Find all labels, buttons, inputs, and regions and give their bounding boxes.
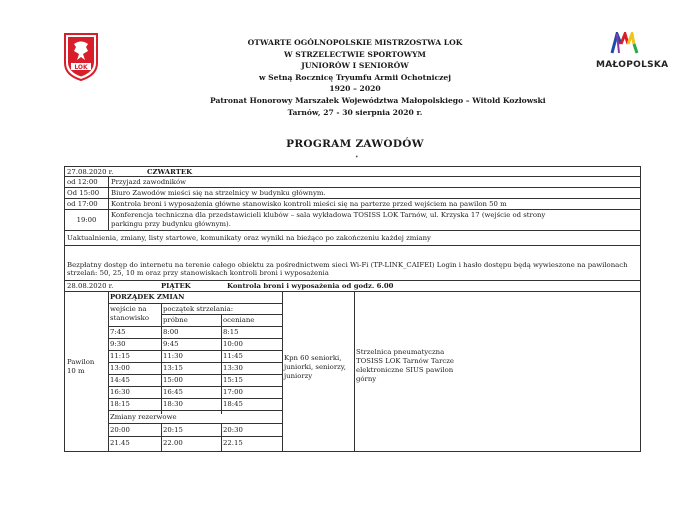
day2-header-row — [64, 281, 641, 292]
day1-item-row — [64, 210, 641, 231]
day2-weekday: PIĄTEK — [161, 282, 191, 290]
item-text: Kontrola broni i wyposażenia główne stanowisko kontroli mieści się na parterze przed wejściem na pawilon 50 m — [108, 199, 509, 209]
item-time: Od 15:00 — [67, 189, 100, 197]
col-trial: próbne — [163, 316, 188, 324]
col-scored: oceniane — [223, 316, 255, 324]
wifi-row — [64, 246, 641, 281]
lok-logo-text: LOK — [74, 63, 88, 71]
shift-scored: 18:45 — [223, 400, 243, 408]
day1-item-row — [64, 199, 641, 210]
day1-date: 27.08.2020 r. — [67, 167, 114, 176]
document-header — [210, 37, 546, 118]
lok-crest-icon — [64, 33, 98, 81]
item-time: od 17:00 — [67, 200, 98, 208]
item-text: Konferencja techniczna dla przedstawicieli klubów – sala wykładowa TOSISS LOK Tarnów, ul. Krzyska 17 (wejście od strony parkingu przy budynku głównym). — [108, 210, 570, 230]
malopolska-logo — [596, 32, 669, 72]
day1-header-row — [64, 166, 641, 177]
reserve-trial: 22.00 — [163, 439, 183, 447]
malopolska-logo-text: MAŁOPOLSKA — [596, 60, 669, 70]
item-time: od 12:00 — [67, 178, 98, 186]
day1-item-row — [64, 177, 641, 188]
venue-location: Strzelnica pneumatyczna TOSISS LOK Tarnów Tarcze elektroniczne SIUS pawilon górny — [356, 348, 454, 383]
item-text: Przyjazd zawodników — [108, 177, 188, 187]
program-table — [64, 166, 641, 452]
shift-entry: 18:15 — [110, 400, 130, 408]
shift-trial: 11:30 — [163, 352, 183, 360]
competition: Kpn 60 seniorki, juniorki, seniorzy, juniorzy — [284, 354, 346, 380]
header-line: w Setną Rocznicę Tryumfu Armii Ochotniczej — [259, 72, 451, 82]
col-entry: wejście na stanowisko — [110, 305, 149, 322]
day1-item-row — [64, 188, 641, 199]
shift-trial: 8:00 — [163, 328, 179, 336]
day2-date: 28.08.2020 r. — [67, 282, 114, 290]
header-line: Tarnów, 27 - 30 sierpnia 2020 r. — [287, 107, 423, 117]
bullet-mark: • — [355, 154, 359, 161]
reserve-trial: 20:15 — [163, 426, 183, 434]
shift-entry: 14:45 — [110, 376, 130, 384]
col-start: początek strzelania: — [163, 305, 234, 313]
schedule-block — [64, 292, 641, 452]
shift-scored: 17:00 — [223, 388, 243, 396]
day2-control: Kontrola broni i wyposażenia od godz. 6.00 — [227, 282, 394, 290]
shift-trial: 9:45 — [163, 340, 179, 348]
header-line: 1920 – 2020 — [329, 84, 381, 94]
day1-weekday: CZWARTEK — [147, 167, 193, 176]
reserve-entry: 21.45 — [110, 439, 130, 447]
malopolska-m-icon — [610, 32, 640, 54]
venue: Pawilon 10 m — [67, 358, 95, 375]
wifi-info: Bezpłatny dostęp do internetu na terenie całego obiektu za pośrednictwem sieci Wi-Fi (TP-LINK_CAIFEI) Login i hasło dostępu będą wywieszone na pawilonach strzelań: 50, 25, 10 m oraz przy stanowiskach kontroli broni i wyposażenia — [67, 260, 628, 278]
header-line: Patronat Honorowy Marszałek Województwa Małopolskiego – Witold Kozłowski — [210, 95, 546, 105]
reserve-scored: 20:30 — [223, 426, 243, 434]
reserve-title: Zmiany rezerwowe — [110, 413, 177, 421]
shift-entry: 13:00 — [110, 364, 130, 372]
shift-scored: 11:45 — [223, 352, 243, 360]
shift-scored: 13:30 — [223, 364, 243, 372]
item-text: Biuro Zawodów mieści się na strzelnicy w budynku głównym. — [108, 188, 328, 198]
shift-entry: 7:45 — [110, 328, 126, 336]
shift-trial: 16:45 — [163, 388, 183, 396]
reserve-entry: 20:00 — [110, 426, 130, 434]
note-row — [64, 231, 641, 246]
shift-scored: 15:15 — [223, 376, 243, 384]
shift-trial: 18:30 — [163, 400, 183, 408]
header-line: OTWARTE OGÓLNOPOLSKIE MISTRZOSTWA LOK — [247, 38, 463, 47]
updates-note: Uaktualnienia, zmiany, listy startowe, komunikaty oraz wyniki na bieżąco po zakończeniu każdej zmiany — [67, 234, 431, 242]
schedule-title: PORZĄDEK ZMIAN — [110, 293, 185, 301]
shift-entry: 16:30 — [110, 388, 130, 396]
shift-entry: 9:30 — [110, 340, 126, 348]
shift-entry: 11:15 — [110, 352, 130, 360]
item-time: 19:00 — [76, 216, 97, 224]
shift-scored: 8:15 — [223, 328, 239, 336]
program-title: PROGRAM ZAWODÓW — [286, 138, 424, 150]
header-line: W STRZELECTWIE SPORTOWYM — [284, 49, 426, 59]
shift-scored: 10:00 — [223, 340, 243, 348]
shift-trial: 13:15 — [163, 364, 183, 372]
shift-trial: 15:00 — [163, 376, 183, 384]
header-line: JUNIORÓW I SENIORÓW — [301, 61, 409, 71]
reserve-scored: 22.15 — [223, 439, 243, 447]
